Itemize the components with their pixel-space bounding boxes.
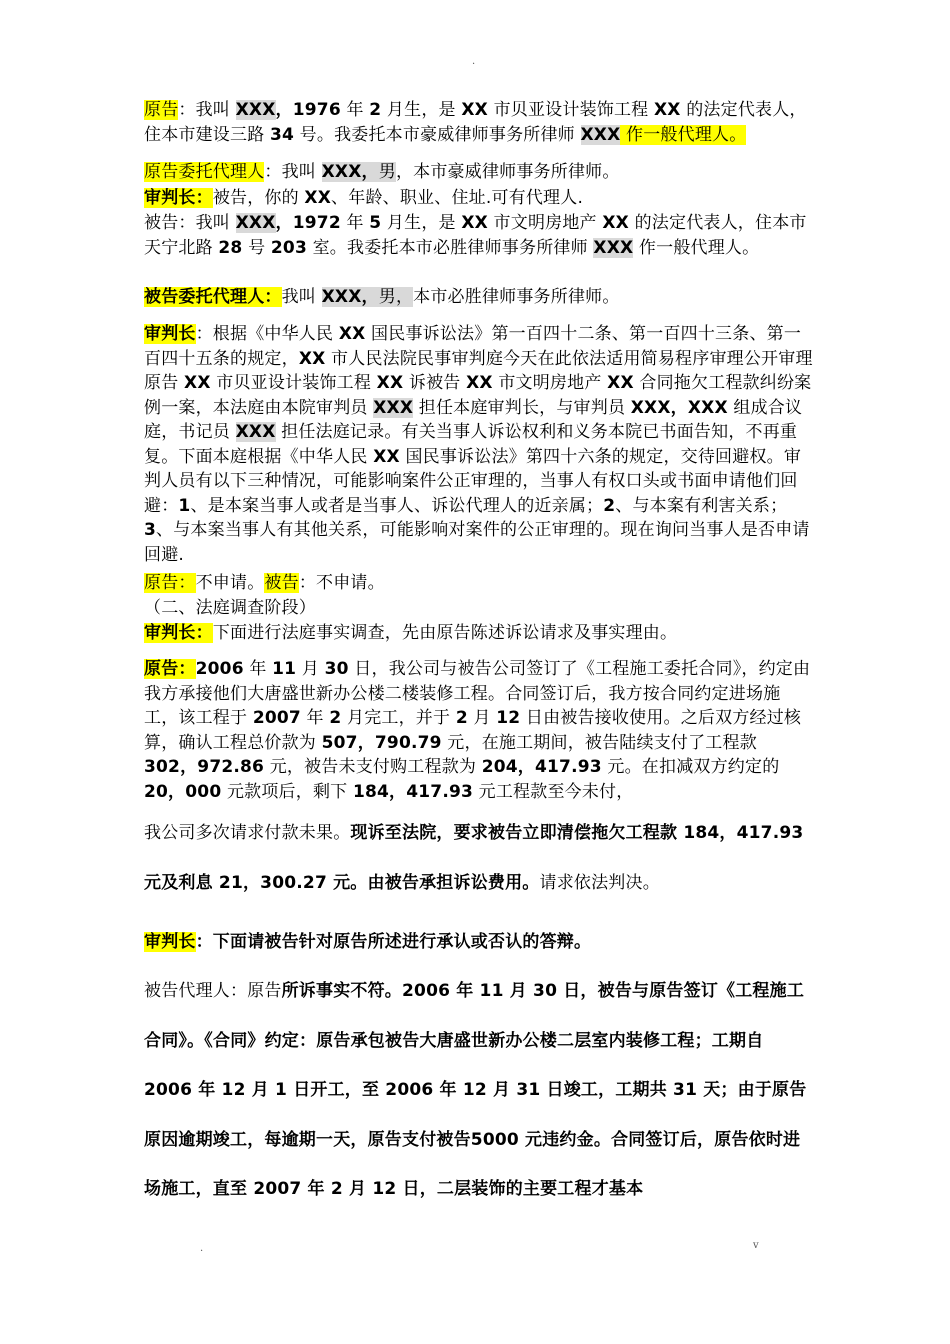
text-run: ：我叫 [178,100,236,120]
text-run: 被告 [264,573,299,593]
text-run: 审判长： [144,188,213,208]
text-run: 3 [144,520,157,540]
paragraph [144,657,814,804]
text-run: XX [653,100,681,120]
text-run: 日，我公司与被告公司签订了《工程施工委托合同》，约定由我方承接他们大唐盛世新办公楼二楼装修工程。合同签订后，我方按合同约定进场施工，该工程于 [144,659,811,728]
text-run: 月生，是 [381,213,462,233]
text-run: 审判长 [144,932,196,952]
text-run: 30 [324,659,349,679]
text-run: 2 [369,100,382,120]
text-run: 年 [243,659,273,679]
text-run: 月 [296,659,325,679]
text-run: ，本市豪威律师事务所律师。 [395,162,620,182]
text-run: 元款项后，剩下 [221,781,353,802]
text-run: 担任本庭审判长，与审判员 [413,397,631,418]
text-run: 2 [603,495,616,516]
text-run: 原告委托代理人 [144,162,265,182]
paragraph [144,160,814,185]
text-run: ，1972 [275,213,341,233]
text-run: 302，972.86 [144,757,265,777]
text-run: XXX [235,100,276,120]
text-run: 11 [272,659,297,679]
text-run: ：根据《中华人民 [195,324,339,344]
text-run: 、与本案有利害关系； [615,495,788,516]
text-run: 184，417.93 [352,781,474,802]
text-run: 审判长： [144,623,213,643]
text-run: 被告委托代理人： [144,287,282,307]
text-run: XX [607,373,634,393]
text-run: 市贝亚设计装饰工程 [210,373,377,393]
paragraph [144,98,814,147]
paragraph [144,571,814,596]
text-run: 年 [340,213,370,233]
text-run: 组成合议庭，书记员 [144,397,803,442]
text-run: 204，417.93 [481,757,602,777]
paragraph [144,285,814,310]
header-mark: . [472,56,476,67]
text-run: 、与本案当事人有其他关系，可能影响对案件的公正审理的。现在询问当事人是否申请回避. [144,520,810,565]
section-heading [144,596,814,621]
text-run: XXX [593,237,634,258]
text-run: 现诉至法院，要求被告立即清偿拖欠工程款 184，417.93 元及利息 21，300.27 元。由被告承担诉讼费用。 [144,823,804,893]
text-run: 男 [378,162,396,182]
text-run: 原告 [144,100,179,120]
text-run: 室。我委托本市必胜律师事务所律师 [306,237,594,258]
text-run: XX [304,188,332,208]
paragraph [144,808,814,908]
footer-right-mark: v [753,1240,759,1251]
text-run: XXX，XXX [630,397,728,418]
text-run: 号 [242,237,271,258]
text-run: 市贝亚设计装饰工程 [487,100,654,120]
text-run: 年 [340,100,370,120]
text-run: 本市必胜律师事务所律师。 [413,287,620,307]
text-run: ：不申请。 [298,573,385,593]
text-run: 12 [496,708,521,728]
text-run: 不申请。 [195,573,265,593]
paragraph [144,186,814,211]
text-run: 市文明房地产 [492,373,608,393]
text-run: XXX [235,213,276,233]
text-run: ：我叫 [264,162,322,182]
text-run: 元，在施工期间，被告陆续支付了工程款 [441,732,757,753]
text-run: 元。在扣减双方约定的 [601,757,780,777]
text-run: 507，790.79 [321,732,442,753]
text-run: 被告：我叫 [144,213,236,233]
text-run: 月 [467,708,497,728]
text-run: 被告代理人：原告 [144,981,282,1001]
text-run: ，1976 [275,100,341,120]
text-run: 元，被告未支付购工程款为 [264,757,482,777]
paragraph [144,322,814,567]
text-run: XX [602,213,629,233]
text-run: XX [461,213,488,233]
text-run: 男， [378,287,414,307]
paragraph [144,967,814,1215]
text-run: 国民事诉讼法》第四十六条的规定，交待回避权。审判人员有以下三种情况，可能影响案件公正审理的，当事人有权口头或书面申请他们回避： [144,446,802,516]
text-run: 市文明房地产 [487,213,603,233]
text-run: 1 [178,495,191,516]
text-run: XX [298,348,326,369]
paragraph [144,930,814,955]
text-run: 国民事诉讼法》第一百四十二条、第一百四十三条、第一百四十五条的规定， [144,324,802,369]
text-run: 诉被告 [403,373,467,393]
text-run: 被告，你的 [212,188,305,208]
text-run: 担任法庭记录。有关当事人诉讼权利和义务本院已书面告知，不再重复。下面本庭根据《中华人民 [144,422,798,467]
text-run: 号。我委托本市豪威律师事务所律师 [294,124,581,145]
text-run: ：下面请被告针对原告所述进行承认或否认的答辩。 [195,932,592,952]
text-run: 月生，是 [381,100,462,120]
text-run: 月完工，并于 [341,708,456,728]
text-run: 34 [270,124,295,145]
text-run: XX [184,373,211,393]
text-run: 2007 [252,708,301,728]
text-run: 作一般代理人。 [633,237,760,258]
text-run: 作一般代理人。 [620,124,747,145]
text-run: XX [373,446,400,467]
text-run: 20，000 [144,781,222,802]
text-run: 、年龄、职业、住址.可有代理人. [331,188,584,208]
text-run: XXX [580,124,621,145]
text-run: XXX [235,422,276,442]
text-run: XX [461,100,488,120]
text-run: XXX [373,397,414,418]
text-run: 元工程款至今未付， [473,781,634,802]
paragraph [144,621,814,646]
paragraph [144,211,814,260]
text-run: 原告： [144,573,196,593]
text-run: 2 [455,708,468,728]
text-run: 请求依法判决。 [539,873,660,893]
text-run: 原告： [144,659,196,679]
text-run: 审判长 [144,324,196,344]
text-run: 下面进行法庭事实调查，先由原告陈述诉讼请求及事实理由。 [212,623,678,643]
text-run: XX [466,373,493,393]
text-run: 203 [270,237,307,258]
text-run: 我叫 [281,287,322,307]
text-run: （二、法庭调查阶段） [144,598,316,618]
text-run: 2 [329,708,342,728]
text-run: 28 [218,237,243,258]
text-run: 、是本案当事人或者是当事人、诉讼代理人的近亲属； [190,495,604,516]
text-run: 2006 [195,659,244,679]
text-run: 所诉事实不符。2006 年 11 月 30 日，被告与原告签订《工程施工合同》。《合同》约定：原告承包被告大唐盛世新办公楼二层室内装修工程；工期自 2006 年 12 月 1 日开工，至 2006 年 12 月 31 日竣工，工期共 31 天；由于原告原因逾期竣工，每逾期一天，原告支付被告5000 元违约金。合同签订后，原告依时进场施工，直至 2007 年 2 月 12 日，二层装饰的主要工程才基本 [144,981,807,1199]
text-run: XXX， [321,287,379,307]
text-run: 日由被告接收使用。之后双方经过核算，确认工程总价款为 [144,708,802,753]
text-run: 5 [369,213,382,233]
footer-left-mark: . [200,1243,204,1254]
text-run: 市人民法院民事审判庭今天在此依法适用简易程序审理公开审理原告 [144,348,813,393]
text-run: XXX， [321,162,379,182]
text-run: 的法定代表人，住本市建设三路 [144,100,807,145]
text-run: XX [338,324,366,344]
text-run: 合同拖欠工程款纠纷案例一案，本法庭由本院审判员 [144,373,812,418]
text-run: XX [376,373,404,393]
text-run: 年 [300,708,330,728]
text-run: 我公司多次请求付款未果。 [144,823,351,843]
text-run: 的法定代表人，住本市天宁北路 [144,213,807,258]
